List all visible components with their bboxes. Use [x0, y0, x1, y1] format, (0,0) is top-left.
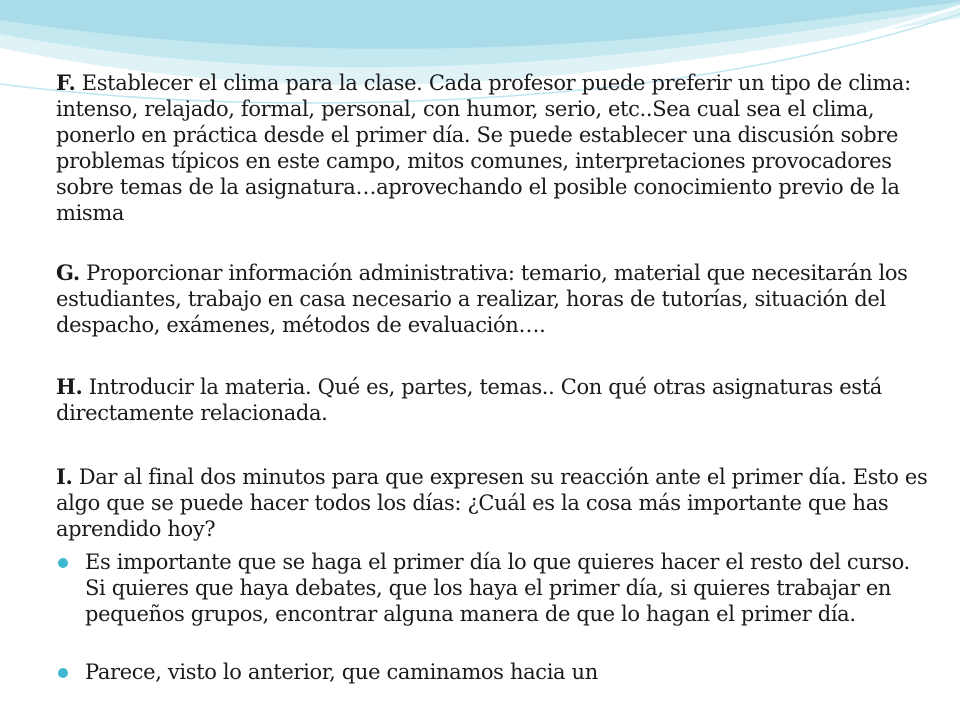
paragraph-letter: F. — [56, 70, 76, 95]
paragraph-letter: I. — [56, 464, 73, 489]
paragraph-text: Establecer el clima para la clase. Cada profesor puede preferir un tipo de clima: intenso, relajado, formal, personal, con humor, serio, etc..Sea cual sea el clima, ponerlo en práctica desde el primer día. Se puede establecer una discusión sobre problemas típicos en este campo, mitos comunes, interpretaciones provocadores sobre temas de la asignatura…aprovechando el posible conocimiento previo de la misma — [56, 71, 911, 225]
bullet-dot-icon — [58, 668, 68, 678]
paragraph-letter: H. — [56, 374, 83, 399]
paragraph-h — [56, 374, 936, 426]
paragraph-letter: G. — [56, 260, 80, 285]
paragraph-text: Dar al final dos minutos para que expresen su reacción ante el primer día. Esto es algo que se puede hacer todos los días: ¿Cuál es la cosa más importante que has aprendido hoy? — [56, 465, 928, 541]
paragraph-g — [56, 260, 936, 338]
bullet-text: Parece, visto lo anterior, que caminamos hacia un — [85, 660, 598, 684]
bullet-dot-icon — [58, 558, 68, 568]
paragraph-text: Proporcionar información administrativa: temario, material que necesitarán los estudiantes, trabajo en casa necesario a realizar, horas de tutorías, situación del despacho, exámenes, métodos de evaluación…. — [56, 261, 908, 337]
paragraph-i — [56, 464, 936, 542]
bullet-text: Es importante que se haga el primer día lo que quieres hacer el resto del curso. Si quieres que haya debates, que los haya el primer día, si quieres trabajar en pequeños grupos, encontrar alguna manera de que lo hagan el primer día. — [85, 550, 910, 626]
paragraph-f — [56, 70, 936, 226]
paragraph-text: Introducir la materia. Qué es, partes, temas.. Con qué otras asignaturas está directamente relacionada. — [56, 375, 882, 425]
